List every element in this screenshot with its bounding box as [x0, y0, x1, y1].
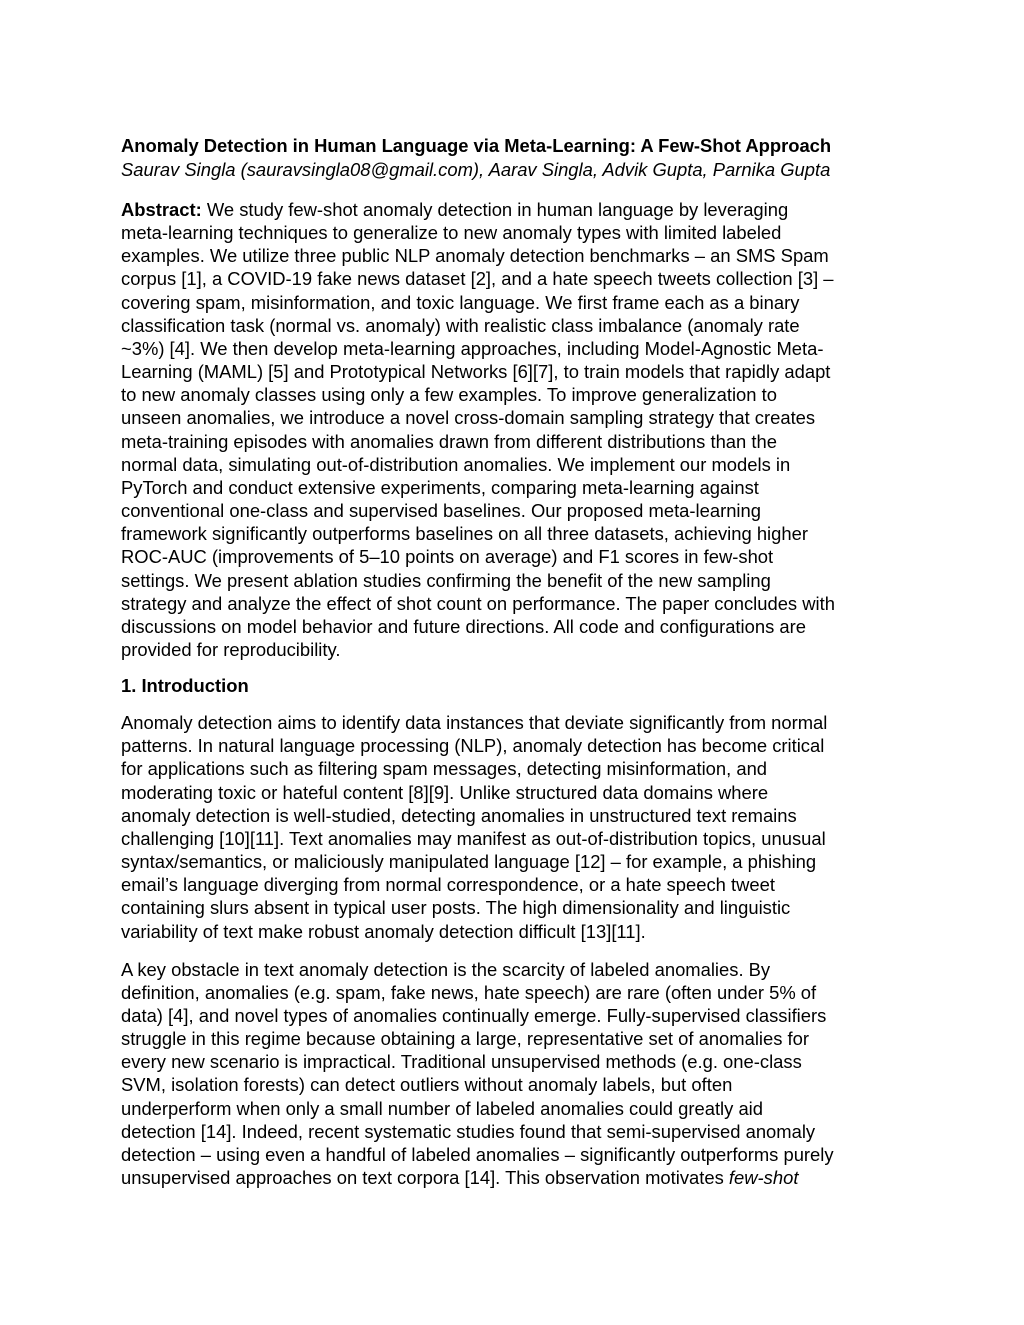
body-line: struggle in this regime because obtaining a large, representative set of anomalies for	[121, 1028, 809, 1050]
body-line: A key obstacle in text anomaly detection is the scarcity of labeled anomalies. By	[121, 958, 771, 980]
abstract-line: unseen anomalies, we introduce a novel cross-domain sampling strategy that creates	[121, 407, 816, 429]
abstract-line: covering spam, misinformation, and toxic language. We first frame each as a binary	[121, 291, 800, 313]
body-line: SVM, isolation forests) can detect outliers without anomaly labels, but often	[121, 1074, 733, 1096]
abstract-line: normal data, simulating out-of-distribution anomalies. We implement our models in	[121, 453, 791, 475]
body-line: underperform when only a small number of labeled anomalies could greatly aid	[121, 1097, 763, 1119]
abstract-line: discussions on model behavior and future directions. All code and configurations are	[121, 615, 806, 637]
paper-authors: Saurav Singla (sauravsingla08@gmail.com), Aarav Singla, Advik Gupta, Parnika Gupta	[121, 159, 831, 180]
body-line: Anomaly detection aims to identify data instances that deviate significantly from normal	[121, 712, 828, 734]
section-heading-introduction: 1. Introduction	[121, 675, 249, 697]
abstract-line: framework significantly outperforms baselines on all three datasets, achieving higher	[121, 523, 808, 545]
abstract-line: corpus [1], a COVID-19 fake news dataset [2], and a hate speech tweets collection [3] –	[121, 268, 834, 290]
body-line: detection [14]. Indeed, recent systematic studies found that semi-supervised anomaly	[121, 1120, 816, 1142]
body-line: anomaly detection is well-studied, detecting anomalies in unstructured text remains	[121, 804, 797, 826]
abstract-line: Learning (MAML) [5] and Prototypical Networks [6][7], to train models that rapidly adapt	[121, 361, 831, 383]
abstract-line: PyTorch and conduct extensive experiments, comparing meta-learning against	[121, 476, 759, 498]
paper-title: Anomaly Detection in Human Language via Meta-Learning: A Few-Shot Approach	[121, 135, 832, 156]
abstract-line: meta-training episodes with anomalies drawn from different distributions than the	[121, 430, 777, 452]
abstract-line: ~3%) [4]. We then develop meta-learning approaches, including Model-Agnostic Meta-	[121, 337, 824, 359]
abstract-text: We study few-shot anomaly detection in human language by leveraging	[201, 199, 789, 220]
abstract-line: classification task (normal vs. anomaly) with realistic class imbalance (anomaly rate	[121, 314, 800, 336]
abstract-line: settings. We present ablation studies confirming the benefit of the new sampling	[121, 569, 771, 591]
abstract-line: to new anomaly classes using only a few examples. To improve generalization to	[121, 384, 777, 406]
body-text: unsupervised approaches on text corpora [14]. This observation motivates	[121, 1167, 729, 1189]
abstract-line: examples. We utilize three public NLP anomaly detection benchmarks – an SMS Spam	[121, 245, 829, 267]
intro-paragraph-1	[121, 711, 911, 943]
abstract-line: meta-learning techniques to generalize to new anomaly types with limited labeled	[121, 222, 782, 244]
abstract-line: ROC-AUC (improvements of 5–10 points on average) and F1 scores in few-shot	[121, 546, 774, 568]
body-line: definition, anomalies (e.g. spam, fake news, hate speech) are rare (often under 5% of	[121, 981, 817, 1003]
body-line: moderating toxic or hateful content [8][9]. Unlike structured data domains where	[121, 781, 769, 803]
abstract-line: conventional one-class and supervised baselines. Our proposed meta-learning	[121, 500, 761, 522]
abstract-label: Abstract:	[121, 199, 202, 220]
body-line: variability of text make robust anomaly detection difficult [13][11].	[121, 920, 646, 942]
body-line: email’s language diverging from normal correspondence, or a hate speech tweet	[121, 874, 775, 896]
body-line: patterns. In natural language processing (NLP), anomaly detection has become critical	[121, 735, 825, 757]
abstract-line: strategy and analyze the effect of shot count on performance. The paper concludes with	[121, 592, 835, 614]
paper-page	[121, 134, 911, 1189]
body-line: challenging [10][11]. Text anomalies may manifest as out-of-distribution topics, unusual	[121, 827, 826, 849]
body-line: every new scenario is impractical. Traditional unsupervised methods (e.g. one-class	[121, 1051, 802, 1073]
body-line: detection – using even a handful of labeled anomalies – significantly outperforms purely	[121, 1143, 834, 1165]
italic-term: few-shot	[728, 1167, 799, 1189]
abstract-paragraph	[121, 198, 911, 661]
body-line: syntax/semantics, or maliciously manipulated language [12] – for example, a phishing	[121, 851, 817, 873]
abstract-line: provided for reproducibility.	[121, 638, 341, 660]
body-line	[121, 1166, 911, 1189]
intro-paragraph-2	[121, 958, 911, 1190]
body-line: containing slurs absent in typical user posts. The high dimensionality and linguistic	[121, 897, 791, 919]
body-line: for applications such as filtering spam messages, detecting misinformation, and	[121, 758, 768, 780]
abstract-line	[121, 198, 911, 221]
body-line: data) [4], and novel types of anomalies continually emerge. Fully-supervised classifiers	[121, 1005, 827, 1026]
